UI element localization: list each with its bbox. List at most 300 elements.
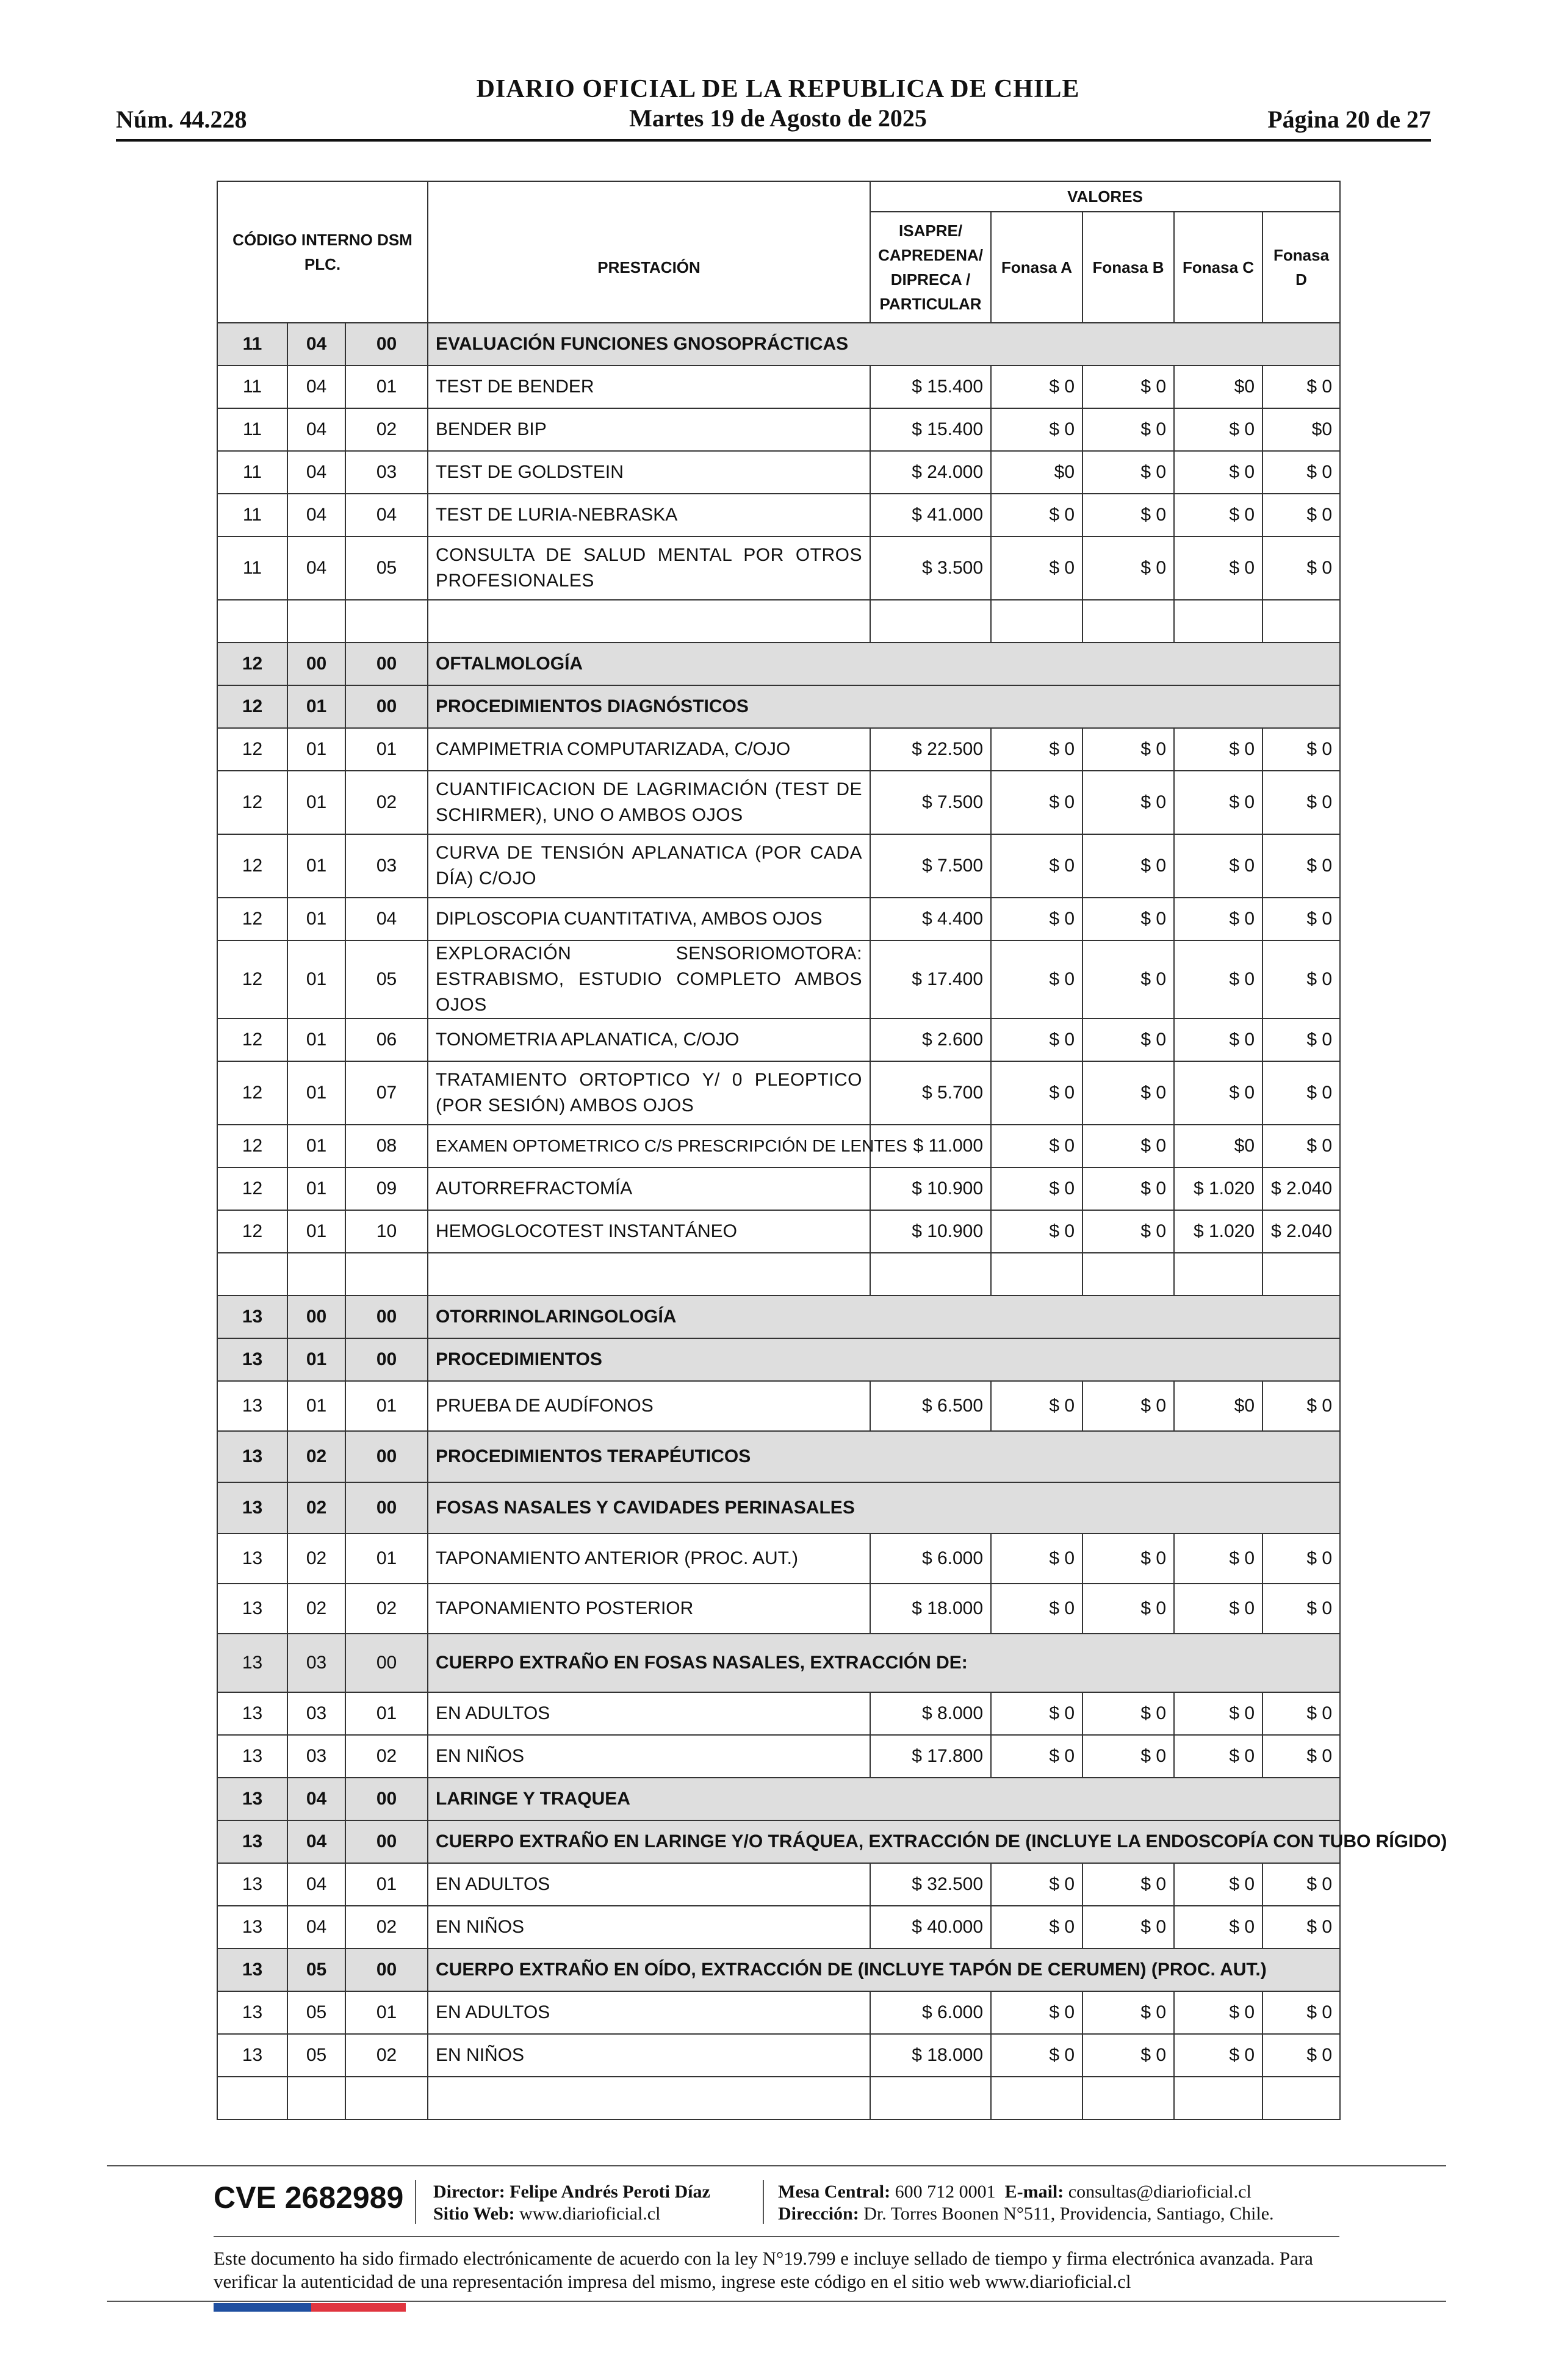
values-header: VALORES <box>870 181 1340 212</box>
fees-table <box>217 181 1447 2120</box>
isapre-value: $ 11.000 <box>870 1125 991 1167</box>
blank-row <box>217 2077 1340 2119</box>
fonasa-a-value: $ 0 <box>991 1381 1082 1431</box>
fonasa-d-value: $ 0 <box>1262 2034 1340 2077</box>
prestacion-cell: TRATAMIENTO ORTOPTICO Y/ 0 PLEOPTICO (POR SESIÓN) AMBOS OJOS <box>428 1061 870 1125</box>
code-group-cell: 11 <box>217 494 287 536</box>
code-subgroup-cell: 02 <box>287 1482 345 1534</box>
fonasa-b-value: $ 0 <box>1082 451 1174 494</box>
blank-row <box>217 600 1340 643</box>
fonasa-b-value: $ 0 <box>1082 1210 1174 1253</box>
prestacion-cell: TAPONAMIENTO POSTERIOR <box>428 1584 870 1634</box>
table-row <box>217 451 1340 494</box>
code-subgroup-cell: 01 <box>287 1125 345 1167</box>
code-group-cell: 12 <box>217 940 287 1019</box>
fonasa-c-value: $ 0 <box>1174 1906 1262 1949</box>
table-row <box>217 408 1340 451</box>
fonasa-a-value: $ 0 <box>991 366 1082 408</box>
code-group-cell: 12 <box>217 728 287 771</box>
email-link[interactable]: consultas@diarioficial.cl <box>1068 2182 1252 2202</box>
fonasa-d-value: $ 0 <box>1262 1019 1340 1061</box>
code-item-cell: 07 <box>345 1061 428 1125</box>
code-group-cell: 11 <box>217 408 287 451</box>
blank-row <box>217 1253 1340 1296</box>
fonasa-d-value: $ 0 <box>1262 1692 1340 1735</box>
isapre-value: $ 18.000 <box>870 1584 991 1634</box>
code-subgroup-cell: 05 <box>287 1991 345 2034</box>
empty-cell <box>287 600 345 643</box>
prestacion-cell: PRUEBA DE AUDÍFONOS <box>428 1381 870 1431</box>
section-row <box>217 1949 1340 1991</box>
fonasa-a-value: $ 0 <box>991 898 1082 940</box>
isapre-value: $ 6.500 <box>870 1381 991 1431</box>
table-row <box>217 2034 1340 2077</box>
footer-divider-top <box>107 2165 1446 2166</box>
fonasa-a-value: $ 0 <box>991 1210 1082 1253</box>
flag-stripe-red <box>311 2303 406 2312</box>
code-group-cell: 11 <box>217 323 287 366</box>
code-subgroup-cell: 04 <box>287 408 345 451</box>
empty-cell <box>1262 1253 1340 1296</box>
code-item-cell: 06 <box>345 1019 428 1061</box>
fonasa-c-value: $ 0 <box>1174 1991 1262 2034</box>
fonasa-c-value: $ 0 <box>1174 1692 1262 1735</box>
code-item-cell: 01 <box>345 728 428 771</box>
code-group-cell: 13 <box>217 1634 287 1692</box>
code-item-cell: 00 <box>345 323 428 366</box>
prestacion-cell: TEST DE LURIA-NEBRASKA <box>428 494 870 536</box>
fonasa-b-value: $ 0 <box>1082 1906 1174 1949</box>
footer-divider-mid <box>214 2236 1339 2237</box>
fonasa-d-value: $ 0 <box>1262 1735 1340 1778</box>
code-item-cell: 02 <box>345 2034 428 2077</box>
fonasa-d-value: $ 0 <box>1262 771 1340 834</box>
isapre-header: ISAPRE/ CAPREDENA/ DIPRECA / PARTICULAR <box>870 212 991 323</box>
code-subgroup-cell: 01 <box>287 685 345 728</box>
code-group-cell: 13 <box>217 1735 287 1778</box>
fonasa-b-value: $ 0 <box>1082 1735 1174 1778</box>
code-subgroup-cell: 05 <box>287 1949 345 1991</box>
code-item-cell: 01 <box>345 1381 428 1431</box>
code-group-cell: 12 <box>217 1125 287 1167</box>
fonasa-d-header: Fonasa D <box>1262 212 1340 323</box>
isapre-value: $ 6.000 <box>870 1534 991 1584</box>
table-row <box>217 1584 1340 1634</box>
code-subgroup-cell: 01 <box>287 1381 345 1431</box>
fonasa-c-value: $ 0 <box>1174 898 1262 940</box>
empty-cell <box>287 1253 345 1296</box>
fonasa-a-value: $ 0 <box>991 1019 1082 1061</box>
fonasa-d-value: $ 0 <box>1262 1534 1340 1584</box>
fonasa-a-value: $ 0 <box>991 1534 1082 1584</box>
code-group-cell: 11 <box>217 366 287 408</box>
fonasa-b-value: $ 0 <box>1082 1125 1174 1167</box>
fonasa-d-value: $ 0 <box>1262 1061 1340 1125</box>
address-text: Dr. Torres Boonen N°511, Providencia, Santiago, Chile. <box>863 2204 1274 2224</box>
section-row <box>217 643 1340 685</box>
table-row <box>217 1735 1340 1778</box>
isapre-value: $ 40.000 <box>870 1906 991 1949</box>
newspaper-title: DIARIO OFICIAL DE LA REPUBLICA DE CHILE <box>476 75 1080 103</box>
fonasa-b-value: $ 0 <box>1082 834 1174 898</box>
code-item-cell: 00 <box>345 1634 428 1692</box>
code-item-cell: 02 <box>345 771 428 834</box>
empty-cell <box>1082 1253 1174 1296</box>
prestacion-cell: EN NIÑOS <box>428 1735 870 1778</box>
fonasa-c-value: $ 0 <box>1174 451 1262 494</box>
code-group-cell: 13 <box>217 1338 287 1381</box>
fonasa-b-value: $ 0 <box>1082 1534 1174 1584</box>
empty-cell <box>991 2077 1082 2119</box>
fonasa-a-value: $ 0 <box>991 1584 1082 1634</box>
empty-cell <box>991 600 1082 643</box>
fonasa-d-value: $ 0 <box>1262 1863 1340 1906</box>
code-subgroup-cell: 03 <box>287 1692 345 1735</box>
fonasa-d-value: $ 0 <box>1262 1584 1340 1634</box>
fonasa-a-value: $ 0 <box>991 2034 1082 2077</box>
phone-number: 600 712 0001 <box>895 2182 996 2202</box>
prestacion-header: PRESTACIÓN <box>428 212 870 323</box>
prestacion-cell: AUTORREFRACTOMÍA <box>428 1167 870 1210</box>
code-group-cell: 12 <box>217 834 287 898</box>
fonasa-a-value: $ 0 <box>991 1125 1082 1167</box>
table-row <box>217 1061 1340 1125</box>
table-row <box>217 1991 1340 2034</box>
empty-cell <box>287 2077 345 2119</box>
isapre-value: $ 24.000 <box>870 451 991 494</box>
fonasa-c-value: $ 0 <box>1174 771 1262 834</box>
code-item-cell: 00 <box>345 685 428 728</box>
code-group-cell: 13 <box>217 1906 287 1949</box>
fonasa-b-value: $ 0 <box>1082 2034 1174 2077</box>
fonasa-b-value: $ 0 <box>1082 494 1174 536</box>
fonasa-a-value: $ 0 <box>991 1906 1082 1949</box>
fonasa-c-value: $ 0 <box>1174 1863 1262 1906</box>
section-row <box>217 1778 1340 1820</box>
fonasa-b-header: Fonasa B <box>1082 212 1174 323</box>
section-title: CUERPO EXTRAÑO EN LARINGE Y/O TRÁQUEA, EXTRACCIÓN DE (INCLUYE LA ENDOSCOPÍA CON TUBO RÍGIDO) <box>428 1820 1340 1863</box>
code-group-cell: 13 <box>217 1863 287 1906</box>
code-subgroup-cell: 04 <box>287 451 345 494</box>
code-header: CÓDIGO INTERNO DSM PLC. <box>217 181 428 323</box>
empty-cell <box>345 600 428 643</box>
fonasa-d-value: $ 2.040 <box>1262 1167 1340 1210</box>
empty-cell <box>1262 2077 1340 2119</box>
fonasa-a-value: $ 0 <box>991 1735 1082 1778</box>
table-row <box>217 834 1340 898</box>
code-item-cell: 03 <box>345 834 428 898</box>
fonasa-d-value: $ 0 <box>1262 940 1340 1019</box>
section-title: PROCEDIMIENTOS TERAPÉUTICOS <box>428 1431 1340 1482</box>
code-subgroup-cell: 01 <box>287 1019 345 1061</box>
section-row <box>217 1338 1340 1381</box>
fonasa-c-value: $ 0 <box>1174 728 1262 771</box>
prestacion-cell: EN NIÑOS <box>428 1906 870 1949</box>
code-item-cell: 09 <box>345 1167 428 1210</box>
code-item-cell: 00 <box>345 1482 428 1534</box>
fonasa-a-value: $ 0 <box>991 1061 1082 1125</box>
fonasa-a-value: $ 0 <box>991 494 1082 536</box>
fonasa-d-value: $ 0 <box>1262 898 1340 940</box>
table-row <box>217 1210 1340 1253</box>
fonasa-a-value: $ 0 <box>991 1692 1082 1735</box>
code-item-cell: 01 <box>345 366 428 408</box>
code-subgroup-cell: 03 <box>287 1735 345 1778</box>
prestacion-cell: TEST DE GOLDSTEIN <box>428 451 870 494</box>
empty-cell <box>870 1253 991 1296</box>
prestacion-cell: EN ADULTOS <box>428 1692 870 1735</box>
code-group-cell: 11 <box>217 536 287 600</box>
empty-cell <box>345 1253 428 1296</box>
fonasa-b-value: $ 0 <box>1082 728 1174 771</box>
code-item-cell: 01 <box>345 1692 428 1735</box>
code-group-cell: 12 <box>217 1210 287 1253</box>
code-group-cell: 13 <box>217 1296 287 1338</box>
fonasa-b-value: $ 0 <box>1082 1019 1174 1061</box>
fees-table-body <box>217 323 1447 2119</box>
fonasa-d-value: $ 0 <box>1262 1381 1340 1431</box>
empty-cell <box>991 1253 1082 1296</box>
fonasa-a-value: $ 0 <box>991 834 1082 898</box>
phone-label: Mesa Central: <box>778 2182 891 2202</box>
code-item-cell: 04 <box>345 494 428 536</box>
code-item-cell: 02 <box>345 1584 428 1634</box>
page-indicator: Página 20 de 27 <box>1267 106 1431 133</box>
code-subgroup-cell: 01 <box>287 1210 345 1253</box>
footer-director-block <box>433 2181 710 2225</box>
code-subgroup-cell: 01 <box>287 940 345 1019</box>
code-subgroup-cell: 04 <box>287 1820 345 1863</box>
empty-cell <box>1262 600 1340 643</box>
prestacion-cell: TEST DE BENDER <box>428 366 870 408</box>
empty-cell <box>1174 600 1262 643</box>
fonasa-c-value: $ 0 <box>1174 1534 1262 1584</box>
fonasa-c-header: Fonasa C <box>1174 212 1262 323</box>
footer-separator <box>763 2180 764 2224</box>
code-item-cell: 00 <box>345 643 428 685</box>
table-row <box>217 1692 1340 1735</box>
empty-cell <box>870 2077 991 2119</box>
empty-cell <box>217 1253 287 1296</box>
table-row <box>217 1863 1340 1906</box>
fonasa-d-value: $ 0 <box>1262 536 1340 600</box>
table-row <box>217 771 1340 834</box>
footer-contact-block <box>778 2181 1274 2225</box>
code-group-cell: 12 <box>217 1019 287 1061</box>
code-item-cell: 01 <box>345 1534 428 1584</box>
prestacion-cell: BENDER BIP <box>428 408 870 451</box>
code-subgroup-cell: 01 <box>287 1167 345 1210</box>
header-divider <box>116 139 1431 142</box>
empty-cell <box>428 600 870 643</box>
code-subgroup-cell: 00 <box>287 1296 345 1338</box>
code-subgroup-cell: 04 <box>287 366 345 408</box>
fonasa-a-value: $ 0 <box>991 1167 1082 1210</box>
prestacion-cell: EN NIÑOS <box>428 2034 870 2077</box>
fonasa-a-value: $0 <box>991 451 1082 494</box>
code-item-cell: 02 <box>345 1906 428 1949</box>
section-row <box>217 1296 1340 1338</box>
fonasa-a-value: $ 0 <box>991 1863 1082 1906</box>
fonasa-c-value: $ 0 <box>1174 1584 1262 1634</box>
section-row <box>217 1634 1340 1692</box>
fonasa-d-value: $ 0 <box>1262 1906 1340 1949</box>
prestacion-cell: EXPLORACIÓN SENSORIOMOTORA: ESTRABISMO, ESTUDIO COMPLETO AMBOS OJOS <box>428 940 870 1019</box>
code-item-cell: 02 <box>345 408 428 451</box>
fonasa-b-value: $ 0 <box>1082 408 1174 451</box>
table-row <box>217 940 1340 1019</box>
director-name: Felipe Andrés Peroti Díaz <box>510 2182 710 2202</box>
code-group-cell: 13 <box>217 1778 287 1820</box>
website-link[interactable]: www.diarioficial.cl <box>519 2204 661 2224</box>
code-group-cell: 13 <box>217 2034 287 2077</box>
fonasa-b-value: $ 0 <box>1082 940 1174 1019</box>
footer-divider-bottom <box>107 2301 1446 2302</box>
fonasa-b-value: $ 0 <box>1082 1692 1174 1735</box>
section-row <box>217 323 1340 366</box>
code-subgroup-cell: 01 <box>287 898 345 940</box>
code-group-cell: 12 <box>217 1167 287 1210</box>
isapre-value: $ 8.000 <box>870 1692 991 1735</box>
code-item-cell: 00 <box>345 1778 428 1820</box>
fonasa-b-value: $ 0 <box>1082 1584 1174 1634</box>
code-item-cell: 02 <box>345 1735 428 1778</box>
code-group-cell: 12 <box>217 643 287 685</box>
table-row <box>217 1167 1340 1210</box>
code-group-cell: 13 <box>217 1381 287 1431</box>
section-title: EVALUACIÓN FUNCIONES GNOSOPRÁCTICAS <box>428 323 1340 366</box>
fonasa-c-value: $ 0 <box>1174 1019 1262 1061</box>
code-item-cell: 04 <box>345 898 428 940</box>
fonasa-c-value: $ 0 <box>1174 536 1262 600</box>
code-group-cell: 13 <box>217 1692 287 1735</box>
fonasa-c-value: $ 0 <box>1174 834 1262 898</box>
fonasa-d-value: $ 0 <box>1262 366 1340 408</box>
fonasa-b-value: $ 0 <box>1082 771 1174 834</box>
prestacion-cell: EN ADULTOS <box>428 1863 870 1906</box>
section-title: OFTALMOLOGÍA <box>428 643 1340 685</box>
table-row <box>217 536 1340 600</box>
code-subgroup-cell: 01 <box>287 834 345 898</box>
code-group-cell: 12 <box>217 771 287 834</box>
isapre-value: $ 41.000 <box>870 494 991 536</box>
fonasa-d-value: $ 0 <box>1262 1125 1340 1167</box>
isapre-value: $ 17.800 <box>870 1735 991 1778</box>
code-subgroup-cell: 02 <box>287 1584 345 1634</box>
code-group-cell: 12 <box>217 1061 287 1125</box>
code-subgroup-cell: 04 <box>287 494 345 536</box>
fonasa-d-value: $ 0 <box>1262 1991 1340 2034</box>
fonasa-a-value: $ 0 <box>991 536 1082 600</box>
fonasa-a-value: $ 0 <box>991 771 1082 834</box>
isapre-value: $ 15.400 <box>870 366 991 408</box>
fonasa-b-value: $ 0 <box>1082 1991 1174 2034</box>
code-subgroup-cell: 01 <box>287 1061 345 1125</box>
empty-cell <box>870 600 991 643</box>
section-title: FOSAS NASALES Y CAVIDADES PERINASALES <box>428 1482 1340 1534</box>
website-label: Sitio Web: <box>433 2204 515 2224</box>
fonasa-b-value: $ 0 <box>1082 1061 1174 1125</box>
isapre-value: $ 17.400 <box>870 940 991 1019</box>
code-item-cell: 05 <box>345 940 428 1019</box>
code-item-cell: 08 <box>345 1125 428 1167</box>
prestacion-cell: TAPONAMIENTO ANTERIOR (PROC. AUT.) <box>428 1534 870 1584</box>
fonasa-b-value: $ 0 <box>1082 898 1174 940</box>
code-subgroup-cell: 00 <box>287 643 345 685</box>
code-item-cell: 00 <box>345 1820 428 1863</box>
fonasa-b-value: $ 0 <box>1082 1381 1174 1431</box>
section-row <box>217 1482 1340 1534</box>
code-group-cell: 13 <box>217 1584 287 1634</box>
fonasa-d-value: $ 0 <box>1262 728 1340 771</box>
table-row <box>217 366 1340 408</box>
table-row <box>217 1534 1340 1584</box>
fonasa-d-value: $ 0 <box>1262 834 1340 898</box>
isapre-value: $ 4.400 <box>870 898 991 940</box>
prestacion-cell: CUANTIFICACION DE LAGRIMACIÓN (TEST DE SCHIRMER), UNO O AMBOS OJOS <box>428 771 870 834</box>
isapre-value: $ 10.900 <box>870 1210 991 1253</box>
isapre-value: $ 5.700 <box>870 1061 991 1125</box>
legal-notice: Este documento ha sido firmado electrónicamente de acuerdo con la ley N°19.799 e incluye sellado de tiempo y firma electrónica avanzada. Para verificar la autenticidad de una representación impresa del mismo, ingrese este código en el sitio web www.diarioficial.cl <box>214 2248 1313 2292</box>
prestacion-cell: TONOMETRIA APLANATICA, C/OJO <box>428 1019 870 1061</box>
code-item-cell: 03 <box>345 451 428 494</box>
flag-stripe-blue <box>214 2303 311 2312</box>
fonasa-d-value: $ 0 <box>1262 451 1340 494</box>
fonasa-c-value: $0 <box>1174 1381 1262 1431</box>
prestacion-cell: CAMPIMETRIA COMPUTARIZADA, C/OJO <box>428 728 870 771</box>
empty-cell <box>1082 2077 1174 2119</box>
cve-code: CVE 2682989 <box>214 2180 404 2215</box>
code-item-cell: 10 <box>345 1210 428 1253</box>
isapre-value: $ 15.400 <box>870 408 991 451</box>
prestacion-cell: EN ADULTOS <box>428 1991 870 2034</box>
table-row <box>217 494 1340 536</box>
section-title: OTORRINOLARINGOLOGÍA <box>428 1296 1340 1338</box>
empty-cell <box>217 600 287 643</box>
code-item-cell: 00 <box>345 1431 428 1482</box>
prestacion-cell: DIPLOSCOPIA CUANTITATIVA, AMBOS OJOS <box>428 898 870 940</box>
section-row <box>217 1820 1340 1863</box>
fonasa-a-value: $ 0 <box>991 940 1082 1019</box>
fonasa-a-value: $ 0 <box>991 728 1082 771</box>
fonasa-c-value: $ 0 <box>1174 1735 1262 1778</box>
code-subgroup-cell: 04 <box>287 536 345 600</box>
code-item-cell: 00 <box>345 1949 428 1991</box>
fonasa-a-header: Fonasa A <box>991 212 1082 323</box>
table-row <box>217 728 1340 771</box>
code-group-cell: 13 <box>217 1431 287 1482</box>
fonasa-c-value: $ 0 <box>1174 494 1262 536</box>
director-label: Director: <box>433 2182 505 2202</box>
table-row <box>217 1019 1340 1061</box>
fonasa-c-value: $ 1.020 <box>1174 1210 1262 1253</box>
code-subgroup-cell: 05 <box>287 2034 345 2077</box>
table-row <box>217 1125 1340 1167</box>
code-group-cell: 13 <box>217 1820 287 1863</box>
empty-cell <box>1174 2077 1262 2119</box>
empty-cell <box>345 2077 428 2119</box>
isapre-value: $ 10.900 <box>870 1167 991 1210</box>
fonasa-b-value: $ 0 <box>1082 366 1174 408</box>
table-row <box>217 898 1340 940</box>
table-row <box>217 1381 1340 1431</box>
empty-cell <box>428 2077 870 2119</box>
fonasa-d-value: $0 <box>1262 408 1340 451</box>
code-group-cell: 12 <box>217 898 287 940</box>
section-title: PROCEDIMIENTOS DIAGNÓSTICOS <box>428 685 1340 728</box>
code-subgroup-cell: 01 <box>287 1338 345 1381</box>
issue-number: Núm. 44.228 <box>116 106 247 133</box>
